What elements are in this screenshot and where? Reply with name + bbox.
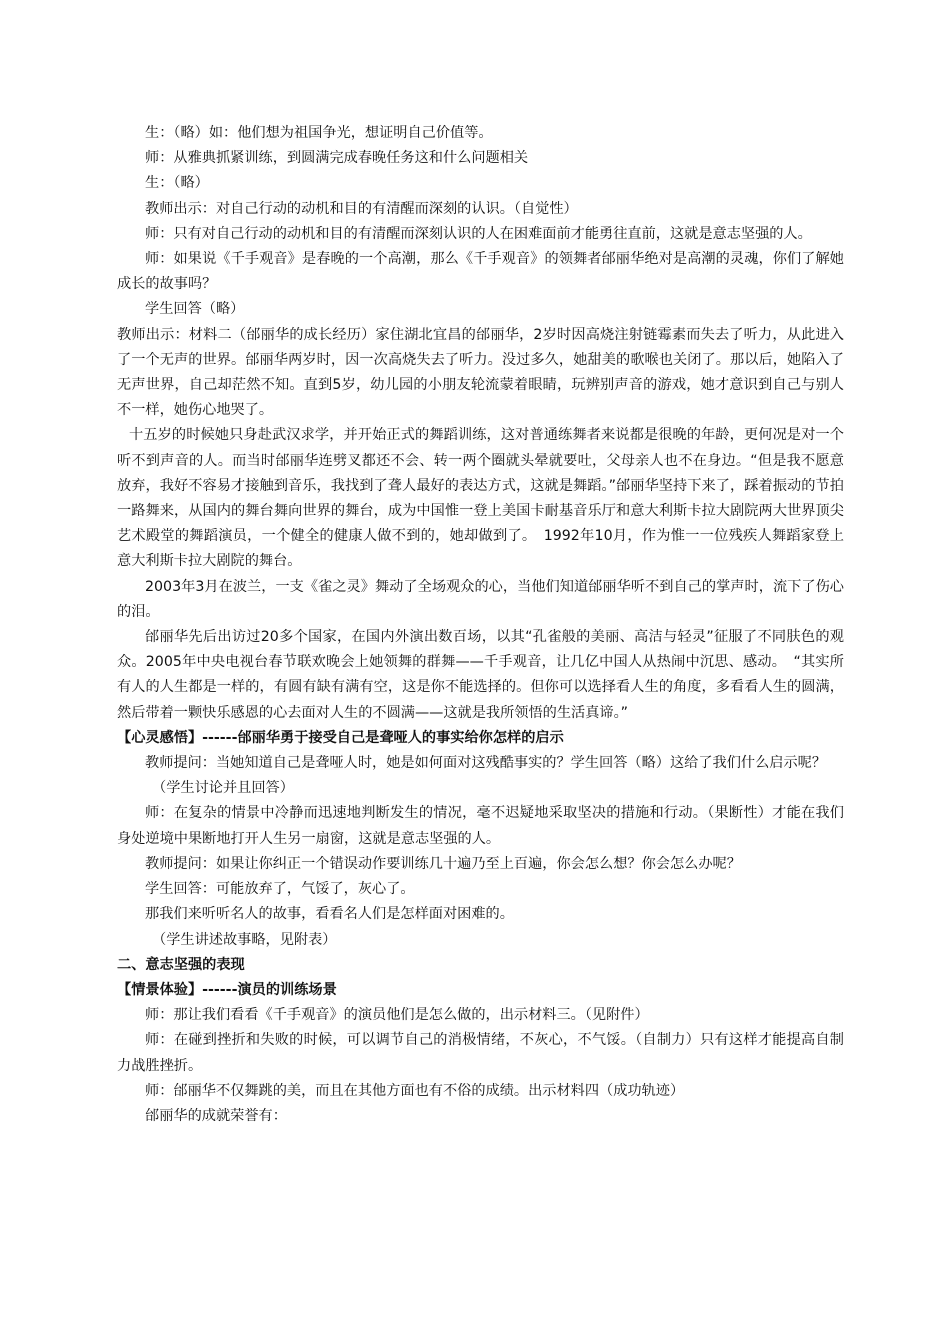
- paragraph: 那我们来听听名人的故事，看看名人们是怎样面对困难的。: [145, 906, 514, 923]
- paragraph: 师：在复杂的情景中冷静而迅速地判断发生的情况，毫不迟疑地采取坚决的措施和行动。（果断性）才能在我们身处逆境中果断地打开人生另一扇窗，这就是意志坚强的人。: [117, 805, 844, 847]
- section-heading: 【情景体验】------演员的训练场景: [117, 981, 337, 998]
- paragraph: 教师出示：材料二（邰丽华的成长经历）家住湖北宜昌的邰丽华，2岁时因高烧注射链霉素而失去了听力，从此进入了一个无声的世界。邰丽华两岁时，因一次高烧失去了听力。没过多久，她甜美的歌喉也关闭了。那以后，她陷入了无声世界，自己却茫然不知。直到5岁，幼儿园的小朋友轮流蒙着眼睛，玩辨别声音的游戏，她才意识到自己与别人不一样，她伤心地哭了。: [117, 326, 844, 419]
- paragraph: 邰丽华先后出访过20多个国家，在国内外演出数百场，以其“孔雀般的美丽、高洁与轻灵”征服了不同肤色的观众。2005年中央电视台春节联欢晚会上她领舞的群舞——千手观音，让几亿中国人从热闹中沉思、感动。 “其实所有人的人生都是一样的，有圆有缺有满有空，这是你不能选择的。但你可以选择看人生的角度，多看看人生的圆满，然后带着一颗快乐感恩的心去面对人生的不圆满——这就是我所领悟的生活真谛。”: [117, 629, 844, 721]
- paragraph: （学生讲述故事略，见附表）: [152, 931, 337, 948]
- paragraph: 师：在碰到挫折和失败的时候，可以调节自己的消极情绪，不灰心，不气馁。（自制力）只有这样才能提高自制力战胜挫折。: [117, 1032, 844, 1074]
- paragraph: （学生讨论并且回答）: [152, 780, 294, 797]
- paragraph: 师：如果说《千手观音》是春晚的一个高潮，那么《千手观音》的领舞者邰丽华绝对是高潮的灵魂，你们了解她成长的故事吗？: [117, 251, 844, 293]
- document-body: [117, 121, 844, 1129]
- paragraph: 邰丽华的成就荣誉有：: [145, 1107, 287, 1124]
- paragraph: 生：（略）如：他们想为祖国争光，想证明自己价值等。: [145, 125, 493, 141]
- paragraph: 师：邰丽华不仅舞跳的美，而且在其他方面也有不俗的成绩。出示材料四（成功轨迹）: [145, 1082, 685, 1099]
- paragraph: 师：只有对自己行动的动机和目的有清醒而深刻认识的人在困难面前才能勇往直前，这就是意志坚强的人。: [145, 225, 812, 242]
- paragraph: 2003年3月在波兰，一支《雀之灵》舞动了全场观众的心，当他们知道邰丽华听不到自己的掌声时，流下了伤心的泪。: [117, 578, 844, 620]
- paragraph: 师：从雅典抓紧训练，到圆满完成春晚任务这和什么问题相关: [145, 150, 529, 167]
- paragraph: 生：（略）: [145, 175, 209, 192]
- paragraph: 师：那让我们看看《千手观音》的演员他们是怎么做的，出示材料三。（见附件）: [145, 1007, 649, 1024]
- section-heading: 【心灵感悟】------邰丽华勇于接受自己是聋哑人的事实给你怎样的启示: [117, 729, 564, 746]
- paragraph: 学生回答（略）: [145, 301, 245, 318]
- section-heading: 二、意志坚强的表现: [117, 956, 245, 973]
- paragraph: 十五岁的时候她只身赴武汉求学，并开始正式的舞蹈训练，这对普通练舞者来说都是很晚的年龄，更何况是对一个听不到声音的人。而当时邰丽华连劈叉都还不会、转一两个圈就头晕就要吐，父母亲人也不在身边。“但是我不愿意放弃，我好不容易才接触到音乐，我找到了聋人最好的表达方式，这就是舞蹈。”邰丽华坚持下来了，踩着振动的节拍一路舞来，从国内的舞台舞向世界的舞台，成为中国惟一登上美国卡耐基音乐厅和意大利斯卡拉大剧院两大世界顶尖艺术殿堂的舞蹈演员，一个健全的健康人做不到的，她却做到了。 1992年10月，作为惟一一位残疾人舞蹈家登上意大利斯卡拉大剧院的舞台。: [117, 427, 844, 570]
- paragraph: 教师提问：当她知道自己是聋哑人时，她是如何面对这残酷事实的？学生回答（略）这给了我们什么启示呢？: [145, 755, 827, 772]
- paragraph: 学生回答：可能放弃了，气馁了，灰心了。: [145, 881, 415, 898]
- paragraph: 教师提问：如果让你纠正一个错误动作要训练几十遍乃至上百遍，你会怎么想？你会怎么办呢？: [145, 855, 741, 872]
- paragraph: 教师出示：对自己行动的动机和目的有清醒而深刻的认识。（自觉性）: [145, 200, 578, 217]
